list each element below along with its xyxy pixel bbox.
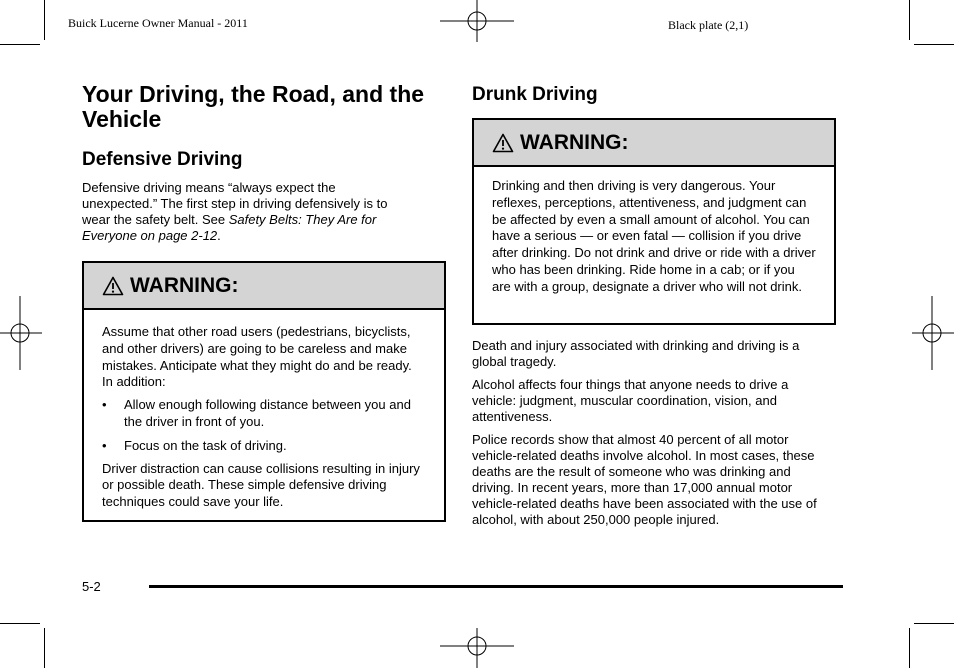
warning-body <box>84 310 444 511</box>
crop-mark <box>44 628 45 668</box>
registration-mark-icon <box>912 296 954 370</box>
bullet-icon: • <box>102 397 107 413</box>
warning-title: WARNING: <box>130 273 239 297</box>
paragraph: Alcohol affects four things that anyone needs to drive a vehicle: judgment, muscular coordination, vision, and attentiveness. <box>472 377 789 424</box>
list-item <box>102 438 426 455</box>
warning-header <box>474 120 834 167</box>
bullet-text: Allow enough following distance between you and the driver in front of you. <box>124 397 411 429</box>
crop-mark <box>914 44 954 45</box>
registration-mark-icon <box>440 0 514 42</box>
warning-closing: Driver distraction can cause collisions resulting in injury or possible death. These simple defensive driving techniques could save your life. <box>102 460 420 510</box>
section-title-defensive-driving: Defensive Driving <box>82 149 243 170</box>
crop-mark <box>909 0 910 40</box>
warning-triangle-icon <box>492 133 514 153</box>
footer-rule <box>149 585 843 588</box>
crop-mark <box>914 623 954 624</box>
crop-mark <box>909 628 910 668</box>
section-title-drunk-driving: Drunk Driving <box>472 84 598 105</box>
warning-triangle-icon <box>102 276 124 296</box>
bullet-text: Focus on the task of driving. <box>124 437 287 453</box>
bullet-icon: • <box>102 437 107 453</box>
registration-mark-icon <box>0 296 42 370</box>
crop-mark <box>0 623 40 624</box>
safety-belts-reference-link[interactable]: Safety Belts: They Are for Everyone on page 2-12 <box>82 212 377 243</box>
defensive-driving-intro <box>82 180 402 244</box>
warning-header <box>84 263 444 310</box>
warning-body <box>474 167 834 296</box>
left-column <box>82 82 446 522</box>
registration-mark-icon <box>440 628 514 668</box>
list-item <box>102 397 426 431</box>
crop-mark <box>44 0 45 40</box>
warning-title: WARNING: <box>520 130 629 154</box>
right-column <box>472 84 836 528</box>
intro-text: Defensive driving means “always expect the unexpected.” The first step in driving defensively is to wear the safety belt. See <box>82 180 388 227</box>
warning-box-defensive <box>82 261 446 522</box>
header-manual-title: Buick Lucerne Owner Manual - 2011 <box>68 16 248 30</box>
chapter-title: Your Driving, the Road, and the Vehicle <box>82 81 425 132</box>
warning-box-drunk <box>472 118 836 325</box>
header-plate-label: Black plate (2,1) <box>668 18 749 32</box>
crop-mark <box>0 44 40 45</box>
warning-intro: Assume that other road users (pedestrians, bicyclists, and other drivers) are going to be careless and make mistakes. Anticipate what they might do and be ready. In addition: <box>102 324 412 390</box>
page-number: 5-2 <box>82 579 101 594</box>
warning-text: Drinking and then driving is very dangerous. Your reflexes, perceptions, attentiveness, and judgment can be affected by even a small amount of alcohol. You can have a serious — or even fatal — collision if you drive after drinking. Do not drink and drive or ride with a driver who has been drinking. Ride home in a cab; or if you are with a group, designate a driver who will not drink. <box>492 178 816 294</box>
paragraph: Death and injury associated with drinking and driving is a global tragedy. <box>472 338 800 369</box>
intro-end: . <box>217 228 221 243</box>
paragraph: Police records show that almost 40 percent of all motor vehicle-related deaths involve alcohol. In most cases, these deaths are the result of someone who was drinking and driving. In recent years, more than 17,000 annual motor vehicle-related deaths have been associated with the use of alcohol, with about 250,000 people injured. <box>472 432 817 527</box>
